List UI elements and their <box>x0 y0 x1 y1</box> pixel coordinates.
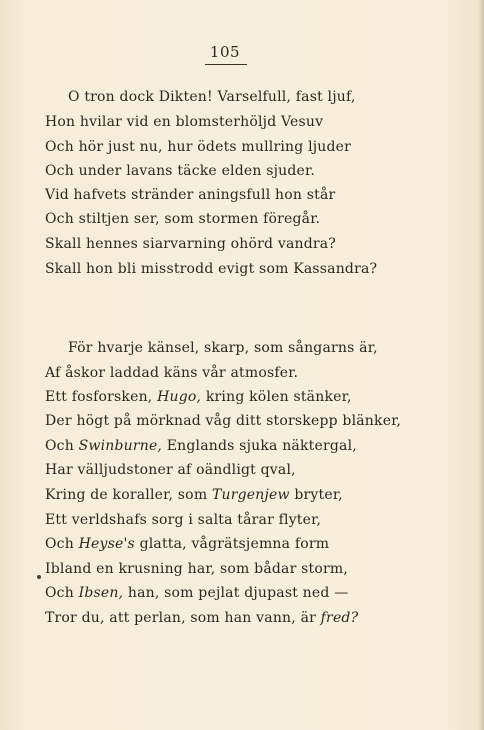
italic-word: fred? <box>320 610 359 626</box>
poem-line <box>45 536 329 552</box>
line-text: Kring de koraller, som <box>45 487 208 503</box>
poem-line: Skall hennes siarvarning ohörd vandra? <box>45 236 337 252</box>
italic-name: Turgenjew <box>211 487 290 503</box>
line-text: Englands sjuka näktergal, <box>166 438 357 454</box>
italic-name: Hugo, <box>157 389 202 405</box>
poem-line: Ett verldshafs sorg i salta tårar flyter, <box>45 512 322 528</box>
poem-line: O tron dock Dikten! Varselfull, fast ljuf, <box>68 89 356 105</box>
poem-line: Hon hvilar vid en blomsterhöljd Vesuv <box>45 114 324 130</box>
poem-line <box>45 585 348 601</box>
page-number: 105 <box>209 43 241 61</box>
line-text: glatta, vågrätsjemna form <box>139 536 330 552</box>
italic-name: Swinburne, <box>78 438 163 454</box>
italic-name: Ibsen, <box>78 585 124 601</box>
line-text: kring kölen stänker, <box>205 389 352 405</box>
poem-line: Har välljudstoner af oändligt qval, <box>45 462 296 478</box>
line-text: Och <box>45 438 74 454</box>
poem-line: Skall hon bli misstrodd evigt som Kassandra? <box>45 261 378 277</box>
page-edge-shadow <box>478 0 484 730</box>
poem-line <box>45 438 357 454</box>
italic-name: Heyse's <box>78 536 135 552</box>
poem-line <box>45 389 352 405</box>
line-text: han, som pejlat djupast ned — <box>127 585 349 601</box>
poem-line: Af åskor laddad käns vår atmosfer. <box>45 365 299 381</box>
line-text: Och <box>45 585 74 601</box>
ink-spot <box>37 575 41 579</box>
poem-line: Ibland en krusning har, som bådar storm, <box>45 561 348 577</box>
line-text: Tror du, att perlan, som han vann, är <box>45 610 317 626</box>
line-text: bryter, <box>294 487 343 503</box>
poem-line <box>45 487 343 503</box>
line-text: Ett fosforsken, <box>45 389 153 405</box>
line-text: Och <box>45 536 74 552</box>
header-rule <box>205 64 247 65</box>
poem-line: Och stiltjen ser, som stormen föregår. <box>45 211 321 227</box>
poem-line <box>45 610 358 626</box>
poem-line: Vid hafvets stränder aningsfull hon står <box>45 187 336 203</box>
poem-line: Der högt på mörknad våg ditt storskepp blänker, <box>45 413 402 429</box>
poem-line: För hvarje känsel, skarp, som sångarns är, <box>68 340 378 356</box>
poem-line: Och under lavans täcke elden sjuder. <box>45 163 316 179</box>
poem-line: Och hör just nu, hur ödets mullring ljuder <box>45 139 352 155</box>
